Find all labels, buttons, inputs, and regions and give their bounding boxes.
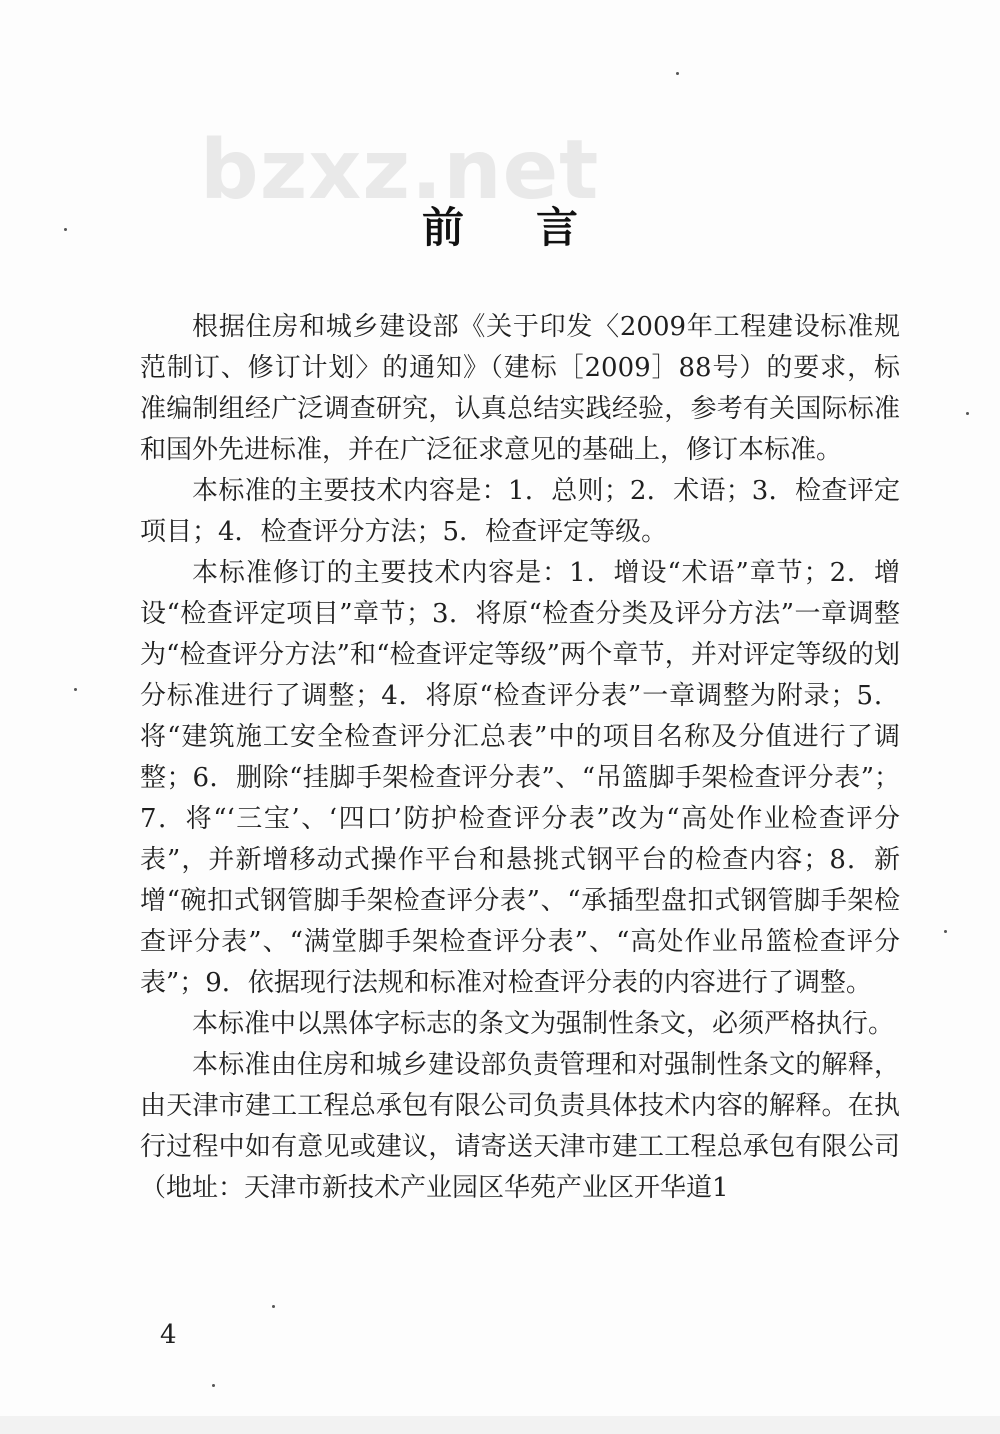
page-title: 前言	[421, 203, 650, 252]
document-body	[140, 307, 900, 1209]
scan-speck	[966, 412, 969, 415]
scan-speck	[212, 1384, 215, 1387]
scan-speck	[676, 72, 679, 75]
paragraph-mandatory-provisions: 本标准中以黑体字标志的条文为强制性条文，必须严格执行。	[192, 1009, 895, 1039]
paragraph-basis: 根据住房和城乡建设部《关于印发〈2009年工程建设标准规范制订、修订计划〉的通知》（建标［2009］88号）的要求，标准编制组经广泛调查研究，认真总结实践经验，参考有关国际标准和国外先进标准，并在广泛征求意见的基础上，修订本标准。	[140, 312, 900, 465]
scan-speck	[64, 228, 67, 231]
page-number: 4	[160, 1320, 177, 1350]
page-bottom-edge	[0, 1416, 1000, 1434]
paragraph-management: 本标准由住房和城乡建设部负责管理和对强制性条文的解释，由天津市建工工程总承包有限公司负责具体技术内容的解释。在执行过程中如有意见或建议，请寄送天津市建工工程总承包有限公司（地址：天津市新技术产业园区华苑产业区开华道1	[140, 1050, 900, 1203]
scan-speck	[944, 930, 947, 933]
paragraph-revision-content: 本标准修订的主要技术内容是：1．增设“术语”章节；2．增设“检查评定项目”章节；3．将原“检查分类及评分方法”一章调整为“检查评分方法”和“检查评定等级”两个章节，并对评定等级的划分标准进行了调整；4．将原“检查评分表”一章调整为附录；5．将“建筑施工安全检查评分汇总表”中的项目名称及分值进行了调整；6．删除“挂脚手架检查评分表”、“吊篮脚手架检查评分表”；7．将“‘三宝’、‘四口’防护检查评分表”改为“高处作业检查评分表”，并新增移动式操作平台和悬挑式钢平台的检查内容；8．新增“碗扣式钢管脚手架检查评分表”、“承插型盘扣式钢管脚手架检查评分表”、“满堂脚手架检查评分表”、“高处作业吊篮检查评分表”；9．依据现行法规和标准对检查评分表的内容进行了调整。	[140, 558, 900, 998]
scan-speck	[74, 688, 77, 691]
scan-speck	[272, 1305, 275, 1308]
watermark: bzxz.net	[200, 123, 600, 218]
paragraph-main-content: 本标准的主要技术内容是：1．总则；2．术语；3．检查评定项目；4．检查评分方法；5．检查评定等级。	[140, 476, 900, 547]
